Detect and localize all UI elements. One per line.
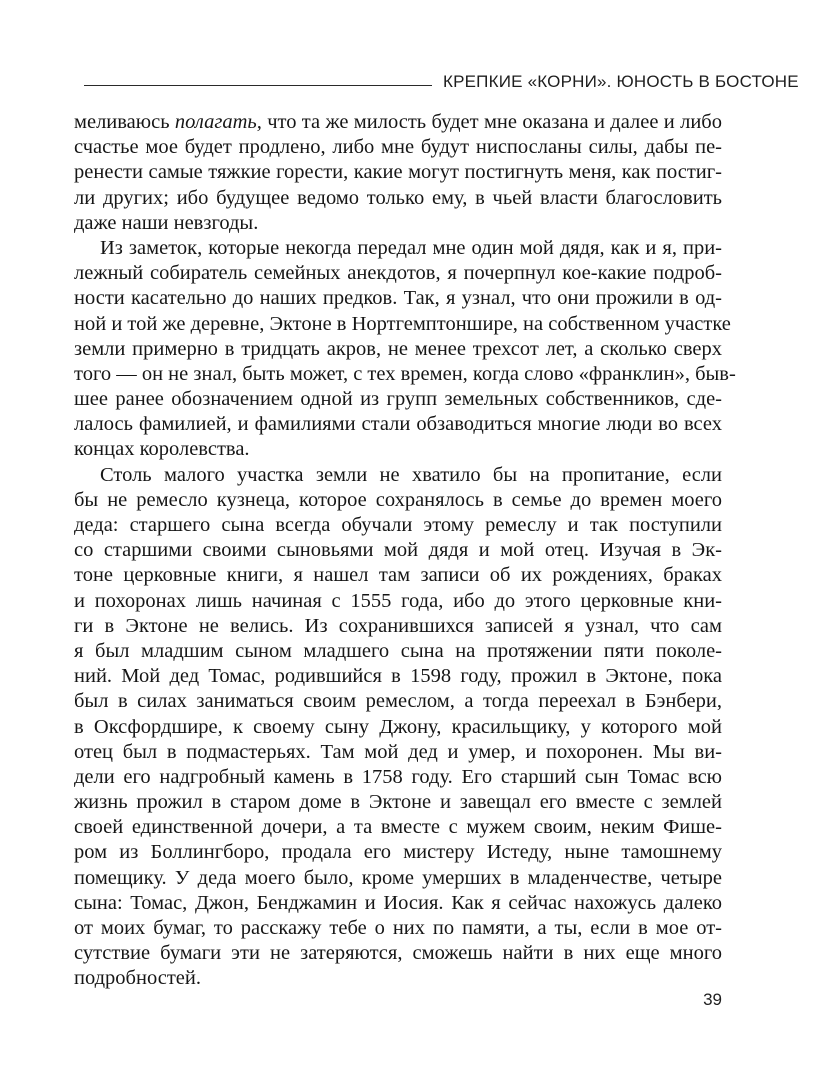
text-line: жизнь прожил в старом доме в Эктоне и завещал его вместе с землей: [74, 791, 722, 814]
text-line: ний. Мой дед Томас, родившийся в 1598 году, прожил в Эктоне, пока: [74, 665, 722, 688]
text-line: помещику. У деда моего было, кроме умерших в младенчестве, четыре: [74, 866, 722, 889]
text-line: дели его надгробный камень в 1758 году. Его старший сын Томас всю: [74, 765, 722, 788]
text-line: земли примерно в тридцать акров, не менее трехсот лет, а сколько сверх: [74, 337, 722, 360]
header-rule: [84, 85, 432, 86]
page-number: 39: [703, 990, 722, 1009]
text-line: концах королевства.: [74, 438, 250, 461]
text-line: со старшими своими сыновьями мой дядя и мой отец. Изучая в Эк-: [74, 539, 722, 562]
text-line: шее ранее обозначением одной из групп земельных собственников, сде-: [74, 388, 722, 411]
text-line: от моих бумаг, то расскажу тебе о них по памяти, а ты, если в мое от-: [74, 917, 722, 939]
text-line: того — он не знал, быть может, с тех времен, когда слово «франклин», быв-: [74, 362, 736, 385]
paragraph-1: [74, 110, 722, 236]
text-line: меливаюсь полагать, что та же милость будет мне оказана и далее и либо: [74, 111, 722, 133]
text-line: ли других; ибо будущее ведомо только ему, в чьей власти благословить: [74, 186, 722, 209]
text-line: был в силах заниматься своим ремеслом, а тогда переехал в Бэнбери,: [74, 690, 722, 713]
paragraph-2: [74, 236, 736, 463]
text-line: своей единственной дочери, а та вместе с мужем своим, неким Фише-: [74, 816, 722, 839]
text-line: сына: Томас, Джон, Бенджамин и Иосия. Как я сейчас нахожусь далеко: [74, 891, 722, 914]
text-line: я был младшим сыном младшего сына на протяжении пяти поколе-: [74, 639, 722, 662]
body-text: [74, 110, 736, 992]
text-line: ром из Боллингборо, продала его мистеру Истеду, ныне тамошнему: [74, 841, 722, 864]
text-line: ренести самые тяжкие горести, какие могут постигнуть меня, как постиг-: [74, 161, 722, 184]
text-line: в Оксфордшире, к своему сыну Джону, красильщику, у которого мой: [74, 715, 722, 738]
text-line: бы не ремесло кузнеца, которое сохранялось в семье до времен моего: [74, 488, 722, 511]
text-line: ности касательно до наших предков. Так, я узнал, что они прожили в од-: [74, 287, 722, 310]
text-line: ги в Эктоне не велись. Из сохранившихся записей я узнал, что сам: [74, 614, 722, 637]
text-line: ной и той же деревне, Эктоне в Нортгемптоншире, на собственном участке: [74, 312, 731, 335]
text-line: отец был в подмастерьях. Там мой дед и умер, и похоронен. Мы ви-: [74, 740, 722, 763]
text-line: подробностей.: [74, 967, 201, 990]
italic-word: полагать,: [174, 111, 262, 133]
text-line: Из заметок, которые некогда передал мне один мой дядя, как и я, при-: [100, 236, 722, 259]
text-line: деда: старшего сына всегда обучали этому ремеслу и так поступили: [74, 514, 722, 536]
text-line: даже наши невзгоды.: [74, 211, 259, 234]
text-line: Столь малого участка земли не хватило бы на пропитание, если: [100, 463, 722, 486]
text-line: и похоронах лишь начиная с 1555 года, ибо до этого церковные кни-: [74, 589, 722, 612]
text-line: лалось фамилией, и фамилиями стали обзаводиться многие люди во всех: [74, 413, 722, 436]
paragraph-3: [74, 463, 722, 992]
text-line: счастье мое будет продлено, либо мне будут ниспосланы силы, дабы пе-: [74, 136, 722, 159]
running-head: КРЕПКИЕ «КОРНИ». ЮНОСТЬ В БОСТОНЕ: [443, 72, 799, 91]
text-line: лежный собиратель семейных анекдотов, я почерпнул кое-какие подроб-: [74, 262, 722, 285]
text-line: тоне церковные книги, я нашел там записи об их рождениях, браках: [74, 564, 722, 587]
text-line: сутствие бумаги эти не затеряются, сможешь найти в них еще много: [74, 942, 722, 965]
